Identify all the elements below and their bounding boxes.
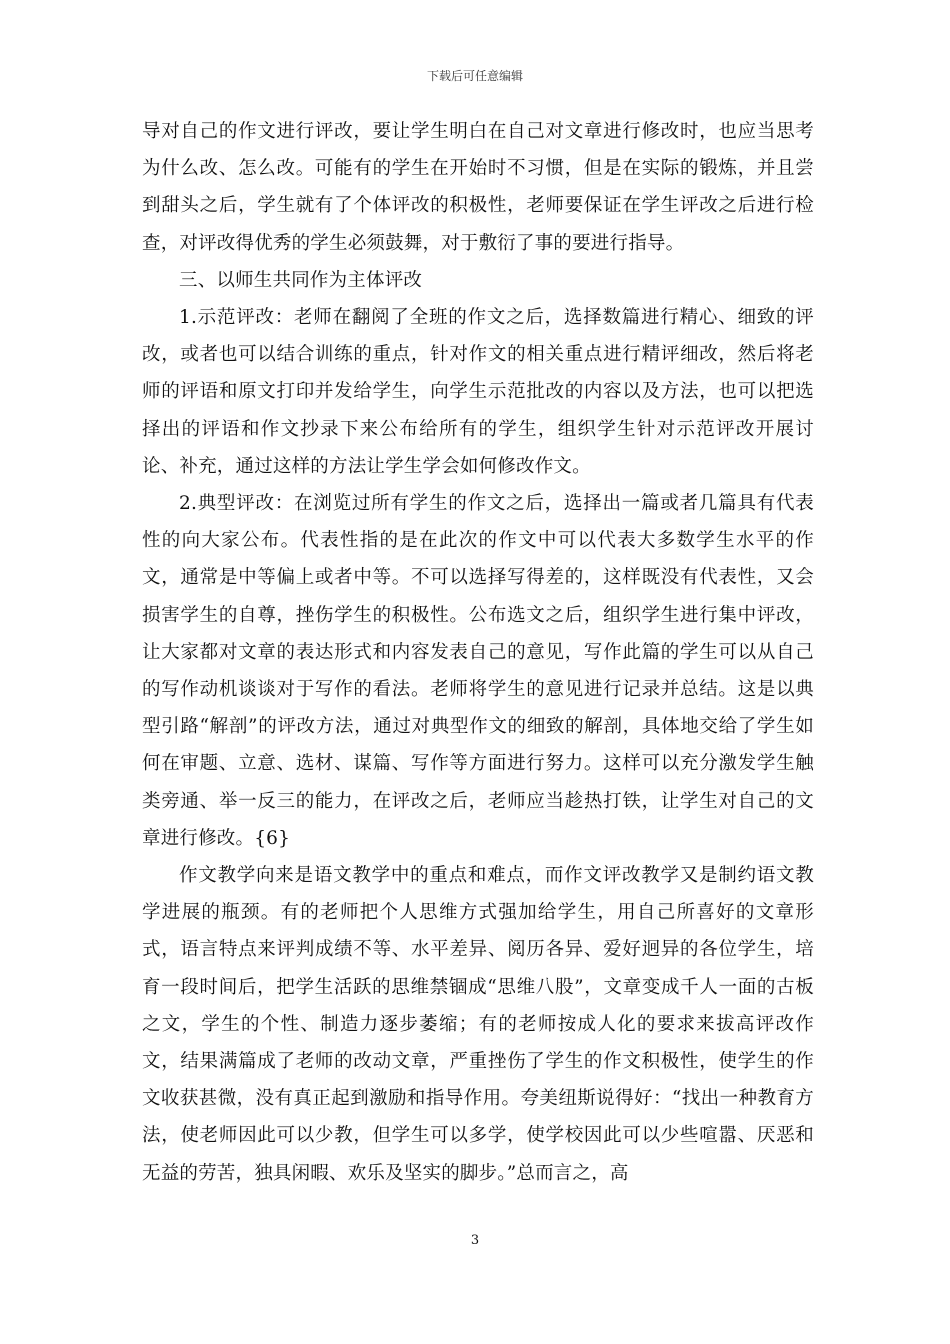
paragraph-conclusion: 作文教学向来是语文教学中的重点和难点，而作文评改教学又是制约语文教学进展的瓶颈。有的老师把个人思维方式强加给学生，用自己所喜好的文章形式，语言特点来评判成绩不等、水平差异、阅历各异、爱好迥异的各位学生，培育一段时间后，把学生活跃的思维禁锢成“思维八股”，文章变成千人一面的古板之文，学生的个性、制造力逐步萎缩；有的老师按成人化的要求来拔高评改作文，结果满篇成了老师的改动文章，严重挫伤了学生的作文积极性，使学生的作文收获甚微，没有真正起到激励和指导作用。夸美纽斯说得好：“找出一种教育方法，使老师因此可以少教，但学生可以多学，使学校因此可以少些喧嚣、厌恶和无益的劳苦，独具闲暇、欢乐及坚实的脚步。”总而言之，高 bbox=[142, 865, 814, 1184]
page-number: 3 bbox=[470, 1233, 480, 1248]
section-heading: 三、以师生共同作为主体评改 bbox=[179, 269, 423, 291]
page-header: 下载后可任意编辑 bbox=[426, 69, 523, 83]
paragraph-typical-review: 2.典型评改：在浏览过所有学生的作文之后，选择出一篇或者几篇具有代表性的向大家公布。代表性指的是在此次的作文中可以代表大多数学生水平的作文，通常是中等偏上或者中等。不可以选择写得差的，这样既没有代表性，又会损害学生的自尊，挫伤学生的积极性。公布选文之后，组织学生进行集中评改，让大家都对文章的表达形式和内容发表自己的意见，写作此篇的学生可以从自己的写作动机谈谈对于写作的看法。老师将学生的意见进行记录并总结。这是以典型引路“解剖”的评改方法，通过对典型作文的细致的解剖，具体地交给了学生如何在审题、立意、选材、谋篇、写作等方面进行努力。这样可以充分激发学生触类旁通、举一反三的能力，在评改之后，老师应当趁热打铁，让学生对自己的文章进行修改。{6} bbox=[142, 493, 814, 849]
paragraph-demo-review: 1.示范评改：老师在翻阅了全班的作文之后，选择数篇进行精心、细致的评改，或者也可以结合训练的重点，针对作文的相关重点进行精评细改，然后将老师的评语和原文打印并发给学生，向学生示范批改的内容以及方法，也可以把选择出的评语和作文抄录下来公布给所有的学生，组织学生针对示范评改开展讨论、补充，通过这样的方法让学生学会如何修改作文。 bbox=[142, 307, 814, 477]
paragraph-continuation: 导对自己的作文进行评改，要让学生明白在自己对文章进行修改时，也应当思考为什么改、怎么改。可能有的学生在开始时不习惯，但是在实际的锻炼，并且尝到甜头之后，学生就有了个体评改的积极性，老师要保证在学生评改之后进行检查，对评改得优秀的学生必须鼓舞，对于敷衍了事的要进行指导。 bbox=[142, 121, 814, 254]
body-text bbox=[142, 113, 814, 1192]
